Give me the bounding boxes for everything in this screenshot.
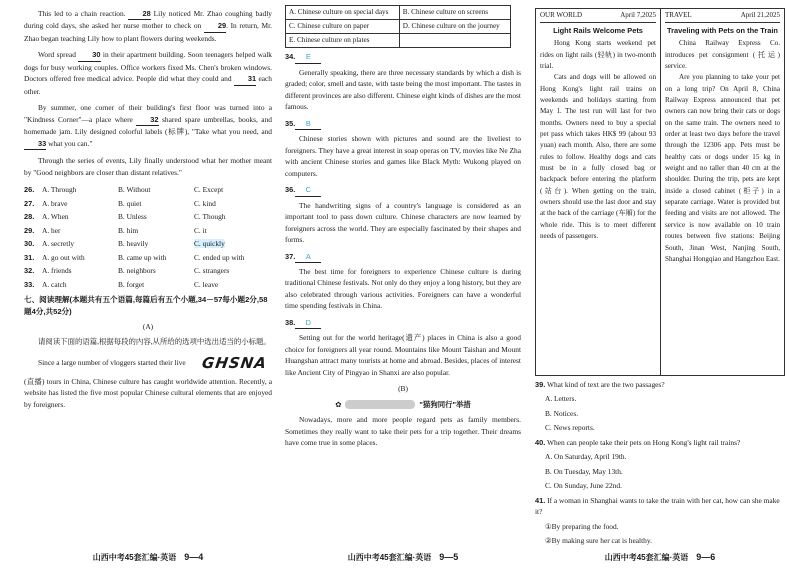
page-footer: 山西中考45套汇编·英语 9—4 xyxy=(92,552,204,563)
blank-32: 32 xyxy=(136,114,158,126)
passage-paragraph-2: Word spread 30 in their apartment building. Soon teenagers helped walk dogs for busy working couples. Office workers fixed Ms. Chen's broken windows. Doctors offered free medical advice. People did what they could and 31 each other. xyxy=(24,50,272,96)
news-article-1: OUR WORLD April 7,2025 Light Rails Welcome Pets Hong Kong starts weekend pet rides on light rails (轻轨) in two-month trial. Cats and dogs will be allowed on Hong Kong's light rail trains on weekends and holidays starting from May 1. The test run will last for two months. Owners need to buy a special pet pass which takes HK$ 99 (about 93 yuan) each month. Also, there are some rules to follow. Healthy dogs and cats must be in a fully closed bag or backpack before entering the platform (站台). When getting on the train, owners should use the last door and stay at the back of the carriage (车厢) for the whole ride. This is to meet different needs of passengers. xyxy=(540,11,656,241)
question-38: 38. D xyxy=(285,317,521,329)
passage-a-intro: Since a large number of vloggers started their live GHSNA xyxy=(24,352,272,375)
question-35: 35. B xyxy=(285,118,521,130)
answer-36[interactable]: C xyxy=(295,184,321,196)
banner xyxy=(285,399,521,410)
question-37: 37. A xyxy=(285,251,521,263)
blank-30: 30 xyxy=(78,49,100,61)
questions-block: 39. What kind of text are the two passages? A. Letters. B. Notices. C. News reports. 40. When can people take their pets on Hong Kong's light rail trains? A. On Saturday, April 19th. B. On Tuesday, May 13th. C. On Sunday, June 22nd. 41. If a woman in Shanghai wants to take the train with her cat, how can she make it? ①By preparing the food. ②By making sure her cat is healthy. xyxy=(535,379,783,550)
q39-option-b[interactable]: B. Notices. xyxy=(545,408,579,418)
option-row: 30. A. secretly B. heavily C. quickly xyxy=(24,239,225,249)
option-row: 29. A. her B. him C. it xyxy=(24,225,207,235)
part-a-label: (A) xyxy=(142,322,154,332)
passage-paragraph-4: Through the series of events, Lily finally understood what her mother meant by "Good neighbors are closer than distant relatives." xyxy=(24,156,272,177)
news-box xyxy=(535,8,785,376)
option-row: 26. A. Through B. Without C. Except xyxy=(24,185,224,195)
blank-31: 31 xyxy=(234,73,256,85)
ghsna-logo: GHSNA xyxy=(200,354,268,373)
left-column xyxy=(24,0,272,569)
q40-option-a[interactable]: A. On Saturday, April 19th. xyxy=(545,452,627,462)
answer-37[interactable]: A xyxy=(295,251,321,263)
banner-label: "猫狗同行"举措 xyxy=(419,399,471,409)
passage-b-intro: Nowadays, more and more people regard pets as family members. Sometimes they really want to take their pets for a trip together. Their dreams have come true in some places. xyxy=(285,415,521,448)
middle-column: A. Chinese culture on special days B. Chinese culture on screens C. Chinese culture on paper D. Chinese culture on the journey E. Chinese culture on plates 34. E Generally speaking, there are three necessary standards by which a dish is graded; color, smell and taste, with taste being the most important. The tastes in different provinces are also different. Chinese eight kinds of dishes are the most famous. 35. B Chinese stories shown with pictures and sound are the liveliest to foreigners. They have a great interest in soap operas on TV, movies like Ne Zha with ancient Chinese stories and games like Black Myth: Wukong played on computers. 36. C The handwriting signs of a country's language is considered as an important tool to pass down culture. Chinese characters are now learned by foreigners across the world. They are especially fascinated by their shapes and forms. 37. A The best time for foreigners to experience Chinese culture is during traditional Chinese festivals. Not only do they enjoy a long history, but they are also celebrated through various activities. Foreigners can have a wonderful time spending festivals in China. 38. D Setting out for the world heritage(遗产) places in China is also a good choice for foreigners all year round. Mountains like Mount Taishan and Mount Huangshan attract many tourists at home and abroad. Besides, places of interest like Ancient City of Pingyao in Shanxi are also popular. (B) ✿ "猫狗同行"举措 Nowadays, more and more people regard pets as family members. Sometimes they really want to take their pets for a trip together. Their dreams have come true in some places. 山西中考45套汇编·英语 9—5 xyxy=(285,0,521,569)
news-title-2: Traveling with Pets on the Train xyxy=(667,25,778,35)
option-row: 32. A. friends B. neighbors C. strangers xyxy=(24,266,230,276)
news-article-2: TRAVEL April 21,2025 Traveling with Pets on the Train China Railway Express Co. introduces pet consignment (托运) service. Are you planning to take your pet on a long trip? On April 8, China Railway Express announced that pet owners can now bring their cats or dogs on the same train. The owners need to order at least two days before the travel through the 12306 app. Pets must be healthy cats or dogs under 15 kg in weight and no taller than 40 cm at the shoulder. During the trip, pets are kept inside a closed cabinet (柜子) in a separate carriage. Water is provided but feeding and visits are not allowed. The service is now available on 10 train routes between five stations: Beijing South, Jinan West, Nanjing South, Shanghai Hongqiao and Hangzhou East. xyxy=(660,9,784,375)
blank-28: 28 xyxy=(128,8,150,20)
right-column xyxy=(535,0,785,569)
page-footer: 山西中考45套汇编·英语 9—5 xyxy=(347,552,459,563)
option-row: 33. A. catch B. forget C. leave xyxy=(24,279,219,289)
news-title-1: Light Rails Welcome Pets xyxy=(553,25,643,35)
page-footer: 山西中考45套汇编·英语 9—6 xyxy=(604,552,716,563)
options-list xyxy=(24,183,272,291)
q40-option-b[interactable]: B. On Tuesday, May 13th. xyxy=(545,466,623,476)
section-title: 七、阅读理解(本题共有五个语篇,每篇后有五个小题,34－57每小题2分,58题4分,共52分) xyxy=(24,295,268,317)
passage-paragraph-1: This led to a chain reaction. 28 Lily noticed Mr. Zhao coughing badly during cold days, she asked her nurse mother to check on 29. In return, Mr. Zhao began teaching Lily how to plant flowers during weekends. xyxy=(24,9,272,43)
blank-29: 29 xyxy=(204,20,226,32)
passage-a-intro-cont: (直播) tours in China, Chinese culture has caught worldwide attention. Recently, a website has listed the five most popular Chinese cultural elements that are enjoyed by foreigners. xyxy=(24,376,272,409)
part-b-label: (B) xyxy=(398,384,408,394)
q39-option-a[interactable]: A. Letters. xyxy=(545,394,577,404)
banner-bar xyxy=(345,400,415,409)
heading-options-table: A. Chinese culture on special days B. Chinese culture on screens C. Chinese culture on paper D. Chinese culture on the journey E. Chinese culture on plates xyxy=(285,5,511,48)
question-34: 34. E xyxy=(285,51,521,63)
q41-statement-2: ②By making sure her cat is healthy. xyxy=(545,536,652,546)
q39-option-c[interactable]: C. News reports. xyxy=(545,423,595,433)
blank-33: 33 xyxy=(24,138,46,150)
highlighted-option[interactable]: C. quickly xyxy=(194,239,225,249)
q41-statement-1: ①By preparing the food. xyxy=(545,521,619,531)
question-36: 36. C xyxy=(285,184,521,196)
answer-38[interactable]: D xyxy=(295,317,321,329)
q40-option-c[interactable]: C. On Sunday, June 22nd. xyxy=(545,481,622,491)
paw-icon: ✿ xyxy=(335,399,342,409)
option-row: 28. A. When B. Unless C. Though xyxy=(24,212,226,222)
answer-35[interactable]: B xyxy=(295,118,321,130)
instruction-text: 请阅读下面的语篇,根据每段的内容,从所给的选项中选出适当的小标题。 xyxy=(38,336,271,346)
option-row: 27. A. brave B. quiet C. kind xyxy=(24,198,216,208)
passage-paragraph-3: By summer, one corner of their building's first floor was turned into a "Kindness Corner"—a place where 32 shared spare umbrellas, books, and homemade jam. Lily designed colorful labels (标牌), "Take what you need, and 33 what you can." xyxy=(24,102,272,150)
option-row: 31. A. go out with B. came up with C. ended up with xyxy=(24,252,245,262)
answer-34[interactable]: E xyxy=(295,51,321,63)
